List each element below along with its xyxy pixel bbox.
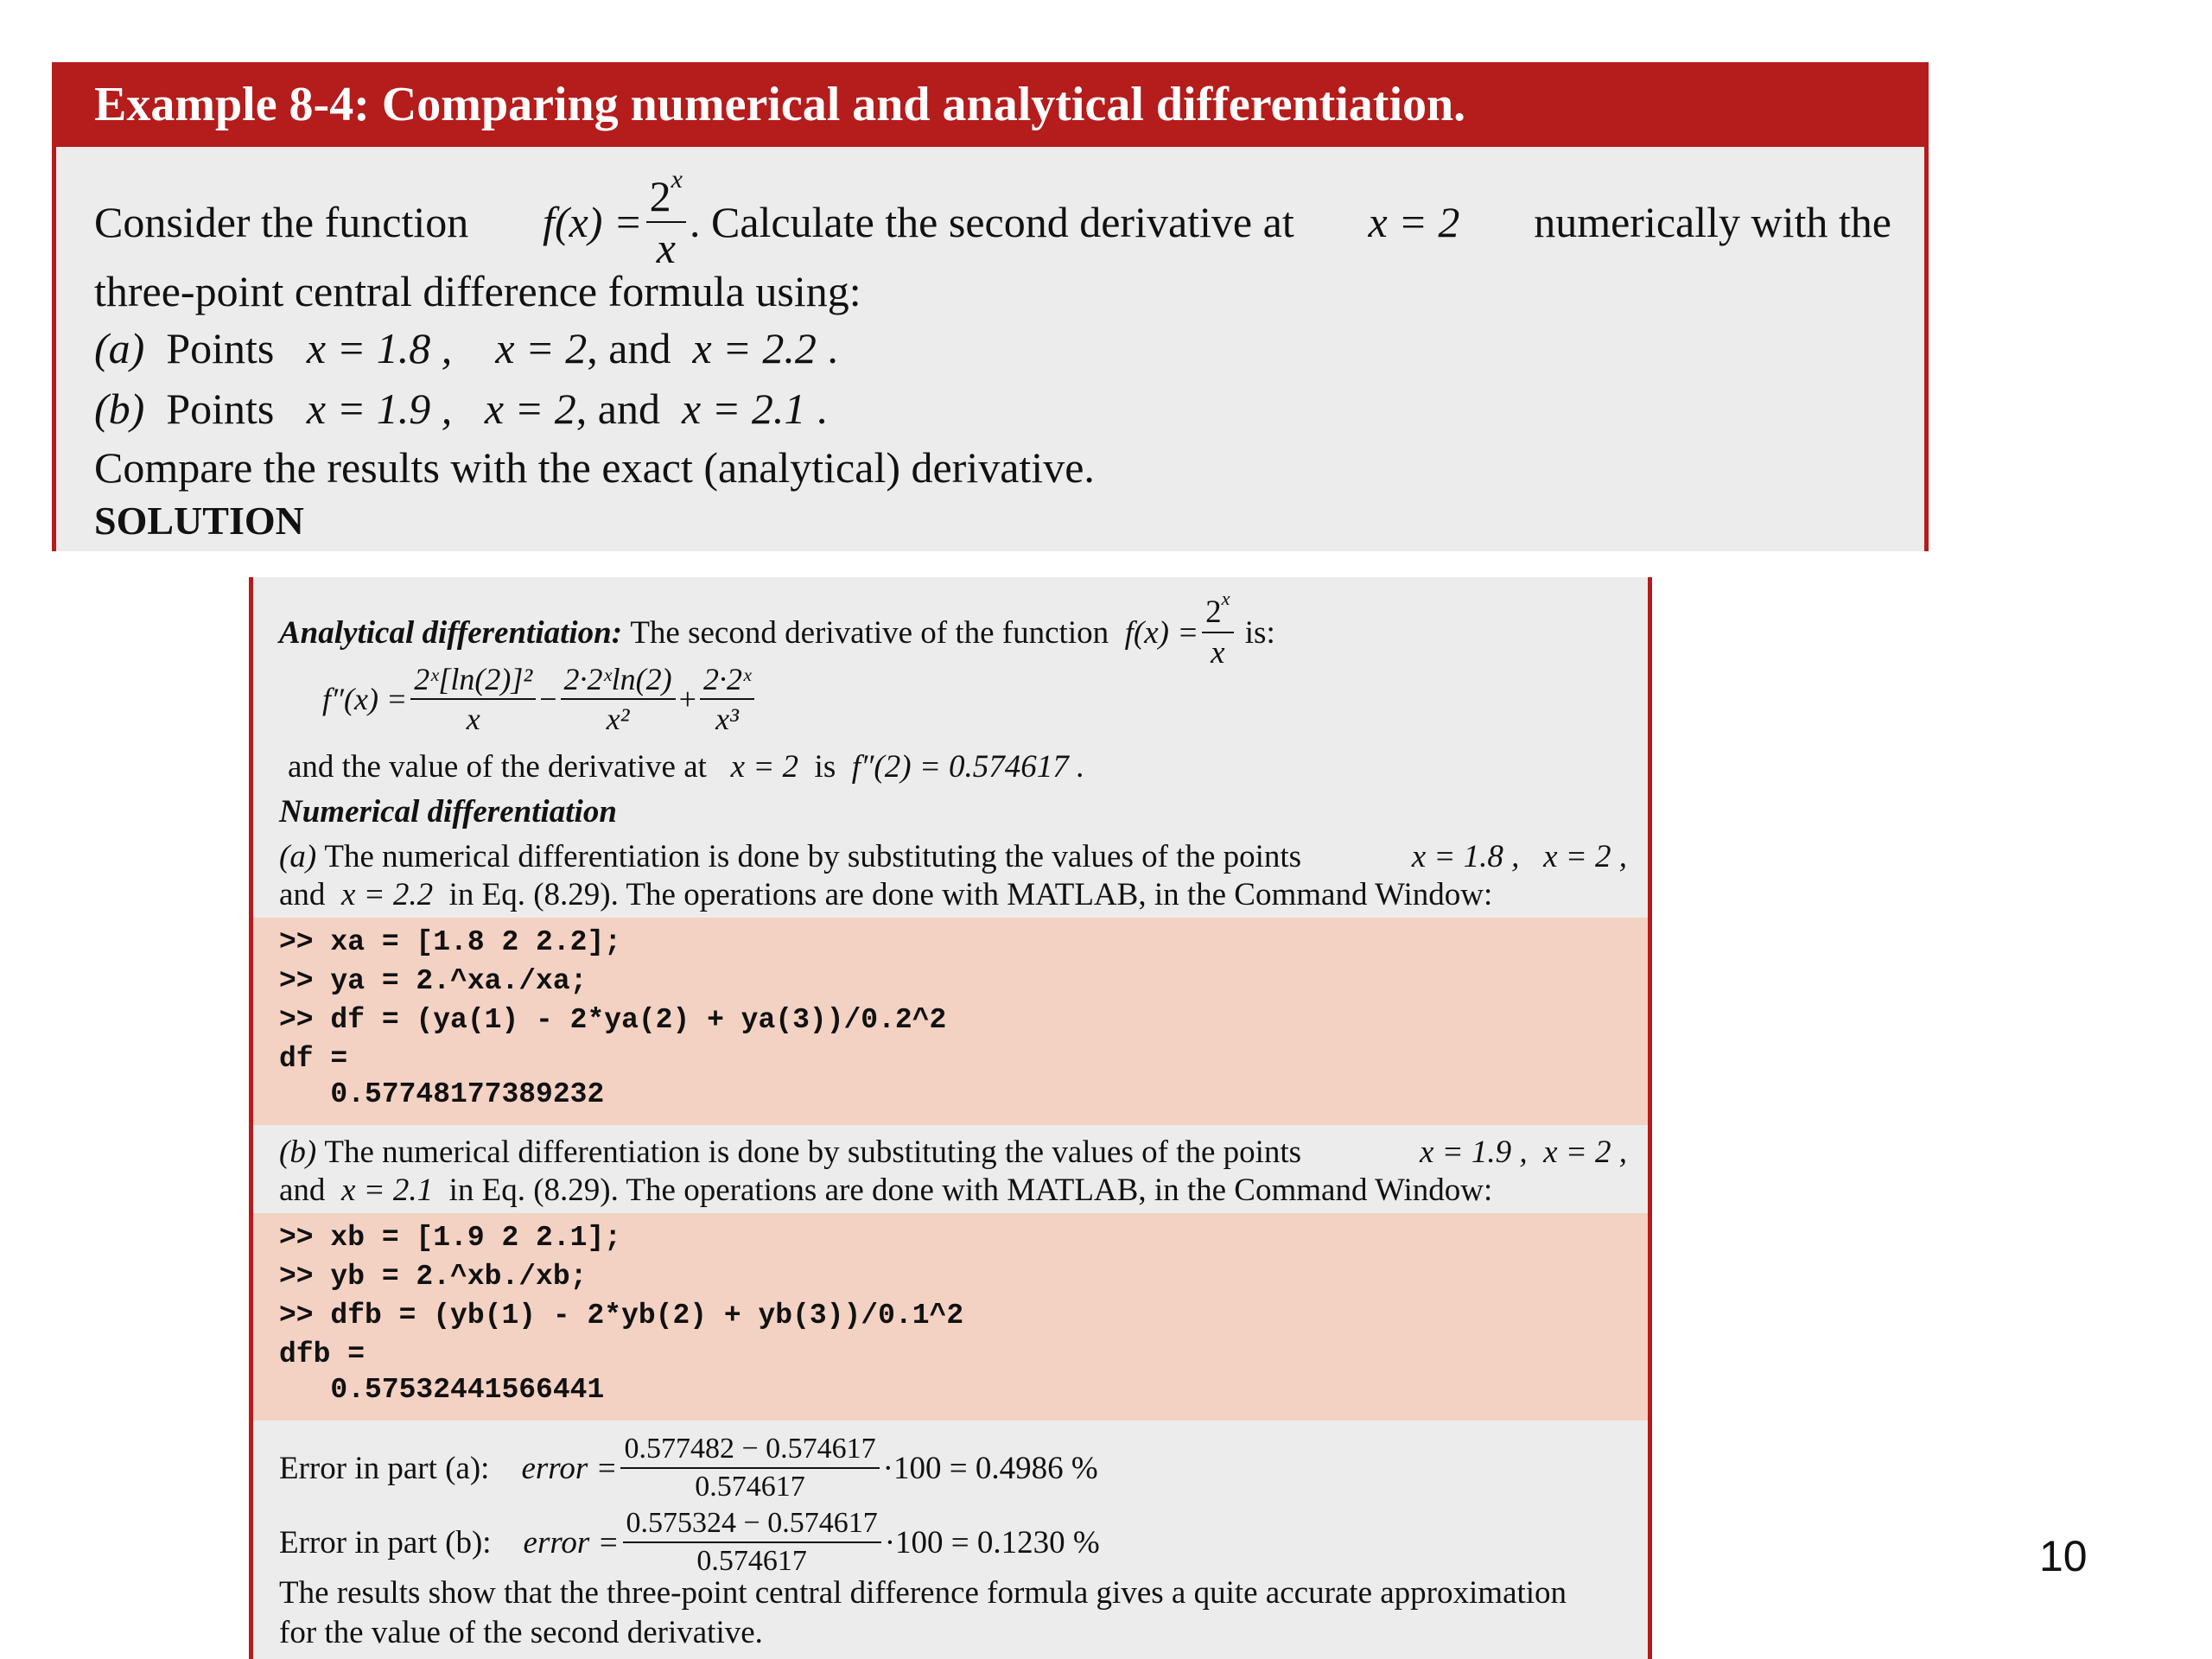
and-text: , and <box>575 385 660 433</box>
error-label: Error in part (a): <box>279 1450 490 1486</box>
error-fraction <box>620 1434 879 1502</box>
code-line: df = <box>279 1043 348 1075</box>
analytical-title: Analytical differentiation: <box>279 614 623 651</box>
code-line: >> ya = 2.^xa./xa; <box>279 965 588 997</box>
num-exponent: x <box>1221 588 1230 610</box>
part-b-description-1 <box>279 1134 1627 1171</box>
part-b-line <box>94 384 827 434</box>
part-label: (b) <box>279 1135 317 1170</box>
code-result: 0.57532441566441 <box>279 1374 605 1406</box>
error-den: 0.574617 <box>696 1545 807 1577</box>
analytical-text: The second derivative of the function <box>630 614 1109 651</box>
num-base: 2 <box>1205 594 1222 630</box>
term-1-den: x <box>466 702 480 736</box>
error-num: 0.575324 − 0.574617 <box>623 1509 881 1543</box>
is-text: is: <box>1244 614 1275 651</box>
num-exponent: x <box>671 165 683 194</box>
example-statement-line <box>94 165 1891 272</box>
description-text: in Eq. (8.29). The operations are done with MATLAB, in the Command Window: <box>448 877 1493 912</box>
solution-box <box>249 577 1652 1659</box>
point-1: x = 1.8 , <box>306 324 453 372</box>
calc-text: . Calculate the second derivative at <box>690 198 1294 246</box>
point-2: x = 2 , <box>1543 1135 1627 1170</box>
part-label: (a) <box>94 324 145 372</box>
and-text: and <box>279 1173 326 1208</box>
code-block-a <box>253 918 1648 1125</box>
minus-sign: − <box>539 682 557 716</box>
and-text: , and <box>587 324 671 372</box>
part-a-line <box>94 323 838 373</box>
function-definition <box>543 165 1294 272</box>
consider-text: Consider the function <box>94 198 469 246</box>
num-base: 2 <box>649 172 671 220</box>
part-b-description-2 <box>279 1172 1492 1209</box>
conclusion-line-2: for the value of the second derivative. <box>279 1615 763 1650</box>
error-label: Error in part (b): <box>279 1524 492 1560</box>
denominator: x <box>656 224 676 272</box>
part-a-description-2 <box>279 876 1492 913</box>
compare-line: Compare the results with the exact (analytical) derivative. <box>94 443 1095 492</box>
part-label: (b) <box>94 385 145 433</box>
solution-heading: SOLUTION <box>94 499 304 543</box>
term-2 <box>561 664 676 734</box>
error-lhs: error = <box>523 1524 620 1560</box>
code-line: >> yb = 2.^xb./xb; <box>279 1261 588 1293</box>
error-lhs: error = <box>521 1450 618 1486</box>
part-a-description-1 <box>279 838 1627 875</box>
numerical-title <box>279 793 617 830</box>
analytical-line <box>279 588 1275 671</box>
point-3: x = 2.2 <box>340 877 434 912</box>
page-number: 10 <box>2039 1532 2088 1580</box>
example-title: Example 8-4: Comparing numerical and analytical differentiation. <box>56 62 1924 147</box>
code-line: >> dfb = (yb(1) - 2*yb(2) + yb(3))/0.1^2 <box>279 1300 964 1332</box>
term-3-num: 2·2ˣ <box>700 664 754 700</box>
error-fraction <box>623 1509 881 1576</box>
term-3 <box>700 664 754 734</box>
second-derivative-formula <box>322 664 758 734</box>
term-2-num: 2·2ˣln(2) <box>561 664 676 700</box>
code-result: 0.57748177389232 <box>279 1078 605 1110</box>
point-2: x = 2 <box>484 385 576 433</box>
derivative-value-line <box>288 748 1084 785</box>
fx-label: f(x) = <box>543 198 643 246</box>
point-3: x = 2.1 <box>681 385 806 433</box>
function-fraction <box>646 165 686 272</box>
error-a-line <box>279 1434 1098 1502</box>
value-text: and the value of the derivative at <box>288 749 707 785</box>
is-text: is <box>814 749 836 785</box>
error-b-line <box>279 1509 1100 1576</box>
at-x-value: x = 2 <box>1368 198 1460 246</box>
point-1: x = 1.9 , <box>306 385 453 433</box>
point-3: x = 2.2 <box>692 324 817 372</box>
description-text: The numerical differentiation is done by substituting the values of the points <box>324 1135 1302 1170</box>
function-fraction <box>1202 588 1233 671</box>
term-1 <box>410 664 536 734</box>
term-3-den: x³ <box>715 702 739 736</box>
tail-text: numerically with the <box>1534 198 1891 246</box>
denominator: x <box>1211 635 1225 671</box>
and-text: and <box>279 877 326 912</box>
formula-lhs: f″(x) = <box>322 682 408 716</box>
point-2: x = 2 <box>495 324 588 372</box>
error-den: 0.574617 <box>695 1471 805 1503</box>
description-text: The numerical differentiation is done by substituting the values of the points <box>324 839 1302 874</box>
code-line: >> df = (ya(1) - 2*ya(2) + ya(3))/0.2^2 <box>279 1004 947 1036</box>
period: . <box>827 324 838 372</box>
example-box <box>52 62 1929 551</box>
point-1: x = 1.9 , <box>1419 1135 1528 1170</box>
description-text: in Eq. (8.29). The operations are done with MATLAB, in the Command Window: <box>448 1173 1493 1208</box>
point-1: x = 1.8 , <box>1411 839 1520 874</box>
term-2-den: x² <box>606 702 630 736</box>
part-label: (a) <box>279 839 317 874</box>
error-result: ·100 = 0.4986 % <box>882 1450 1098 1486</box>
exact-value: f″(2) = 0.574617 . <box>851 749 1085 785</box>
example-method-line: three-point central difference formula using: <box>94 267 861 315</box>
points-text: Points <box>166 324 275 372</box>
code-line: >> xb = [1.9 2 2.1]; <box>279 1222 622 1254</box>
period: . <box>816 385 828 433</box>
conclusion-line-1: The results show that the three-point central difference formula gives a quite accurate approximation <box>279 1575 1567 1611</box>
code-line: dfb = <box>279 1338 365 1370</box>
fx-label: f(x) = <box>1124 614 1199 651</box>
error-result: ·100 = 0.1230 % <box>884 1524 1100 1560</box>
numerical-title-text: Numerical differentiation <box>279 794 617 830</box>
error-num: 0.577482 − 0.574617 <box>620 1434 879 1469</box>
term-1-num: 2ˣ[ln(2)]² <box>410 664 536 700</box>
points-text: Points <box>166 385 275 433</box>
point-3: x = 2.1 <box>340 1173 434 1208</box>
plus-sign: + <box>678 682 696 716</box>
code-block-b <box>253 1213 1648 1421</box>
code-line: >> xa = [1.8 2 2.2]; <box>279 926 622 958</box>
point-2: x = 2 , <box>1543 839 1627 874</box>
at-x: x = 2 <box>730 749 799 785</box>
